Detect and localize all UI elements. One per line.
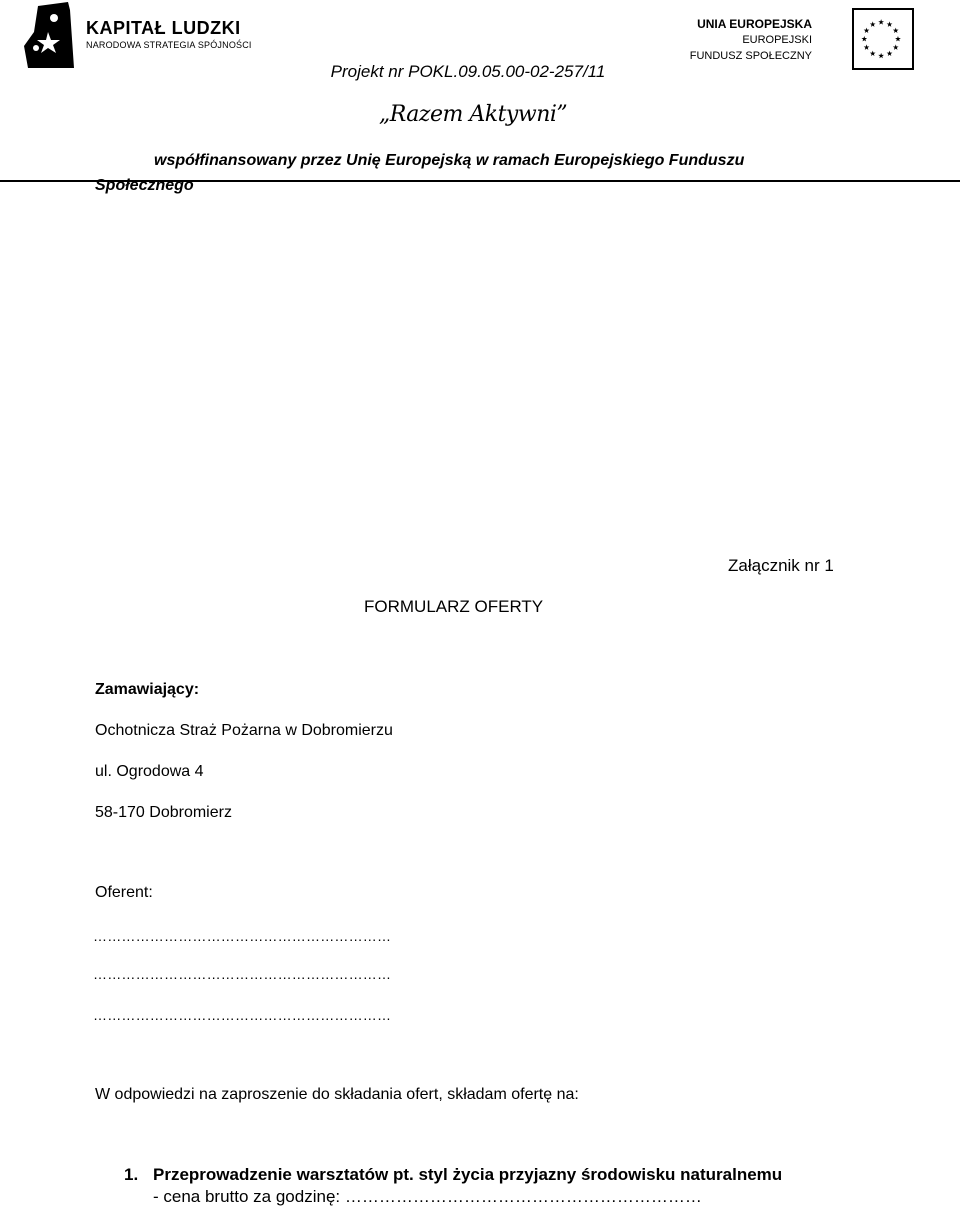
- star-figure-emblem-icon: [24, 2, 74, 68]
- eu-star: [878, 19, 884, 24]
- offer-intro: W odpowiedzi na zaproszenie do składania ofert, składam ofertę na:: [95, 1086, 579, 1103]
- kapital-ludzki-subtitle: NARODOWA STRATEGIA SPÓJNOŚCI: [86, 40, 252, 50]
- bidder-line-2[interactable]: ………………………………………………………: [93, 966, 392, 982]
- project-number: Projekt nr POKL.09.05.00-02-257/11: [330, 62, 606, 81]
- eu-star: [893, 44, 899, 49]
- client-name: Ochotnicza Straż Pożarna w Dobromierzu: [95, 722, 393, 739]
- eu-star: [870, 21, 876, 26]
- eu-star: [864, 44, 870, 49]
- kapital-ludzki-title: KAPITAŁ LUDZKI: [86, 18, 241, 38]
- client-street: ul. Ogrodowa 4: [95, 763, 204, 780]
- eu-star: [870, 51, 876, 56]
- client-label: Zamawiający:: [95, 681, 200, 698]
- bidder-label: Oferent:: [95, 884, 153, 901]
- eu-star: [864, 28, 870, 33]
- item-number: 1.: [124, 1165, 139, 1184]
- eu-star: [887, 21, 893, 26]
- item-description: Przeprowadzenie warsztatów pt. styl życia przyjazny środowisku naturalnemu: [153, 1165, 783, 1184]
- form-title: FORMULARZ OFERTY: [364, 597, 544, 616]
- item-price-field[interactable]: - cena brutto za godzinę: ………………………………………………………: [153, 1187, 702, 1206]
- eu-line1: UNIA EUROPEJSKA: [697, 17, 812, 31]
- eu-star: [893, 28, 899, 33]
- eu-star: [887, 51, 893, 56]
- bidder-line-3[interactable]: ………………………………………………………: [93, 1007, 392, 1023]
- bidder-line-1[interactable]: ………………………………………………………: [93, 928, 392, 944]
- cofinance-line-2: Społecznego: [95, 177, 194, 194]
- eu-star: [895, 36, 901, 41]
- eu-flag-stars-icon: [852, 8, 914, 70]
- eu-line3: FUNDUSZ SPOŁECZNY: [689, 50, 812, 62]
- cofinance-line-1: współfinansowany przez Unię Europejską w ramach Europejskiego Funduszu: [154, 152, 745, 169]
- kapital-ludzki-logo: [24, 2, 252, 68]
- project-name: „Razem Aktywni”: [378, 102, 568, 127]
- client-city: 58-170 Dobromierz: [95, 804, 232, 821]
- eu-line2: EUROPEJSKI: [742, 34, 812, 46]
- eu-fund-text: [690, 16, 812, 64]
- eu-star: [878, 53, 884, 58]
- annex-label: Załącznik nr 1: [728, 556, 834, 575]
- eu-star: [861, 36, 867, 41]
